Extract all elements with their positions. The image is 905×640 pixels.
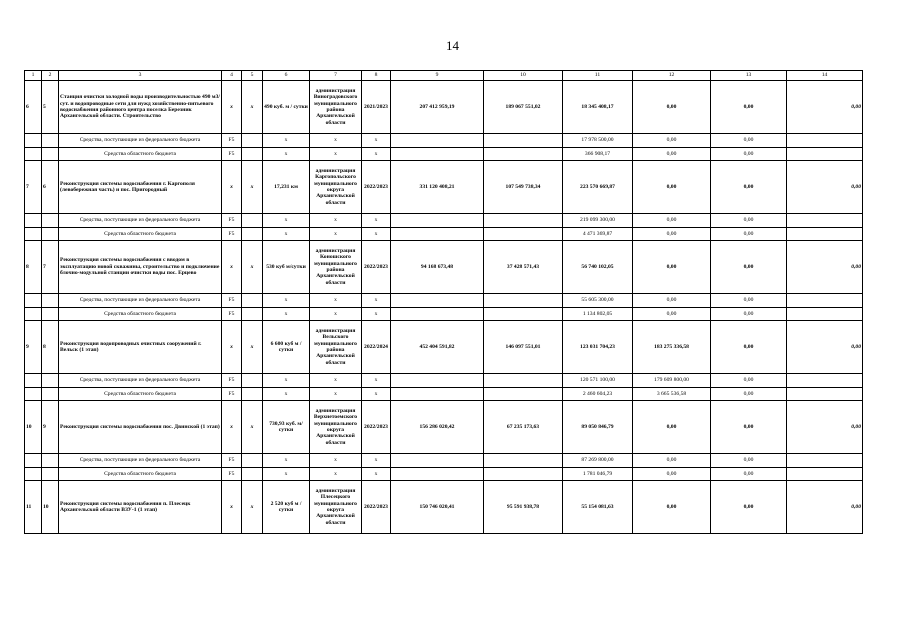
amount-cell: 0,00	[711, 321, 787, 374]
project-capacity: 730,93 куб. м/сутки	[263, 401, 310, 454]
amount-cell: 0,00	[633, 134, 711, 148]
amount-cell: 0,00	[633, 481, 711, 534]
amount-cell: 0,00	[633, 294, 711, 308]
table-cell: х	[362, 294, 391, 308]
funding-code: F5	[222, 468, 242, 481]
table-cell	[484, 388, 563, 401]
project-name: Реконструкция системы водоснабжения п. Плесецк Архангельской области ВЗУ-1 (1 этап)	[59, 481, 222, 534]
table-cell	[484, 308, 563, 321]
project-name: Станция очистки холодной воды производительностью 490 м3/сут. и водопроводные сети для нужд хозяйственно-питьевого водоснабжения районного центра поселка Березник Архангельской области. Строительство	[59, 81, 222, 134]
amount-cell: 0,00	[711, 134, 787, 148]
project-number: 9	[42, 401, 59, 454]
table-cell: х	[222, 481, 242, 534]
table-cell	[484, 148, 563, 161]
table-cell: х	[310, 454, 362, 468]
funding-source-name: Средства областного бюджета	[59, 228, 222, 241]
amount-cell: 2 460 604,23	[563, 388, 633, 401]
row-number: 9	[25, 321, 42, 374]
table-cell	[391, 308, 484, 321]
table-cell	[787, 148, 863, 161]
amount-cell: 1 134 802,05	[563, 308, 633, 321]
funding-code: F5	[222, 214, 242, 228]
amount-cell: 0,00	[787, 161, 863, 214]
table-cell: х	[362, 214, 391, 228]
col-header: 2	[42, 71, 59, 81]
table-cell: х	[263, 294, 310, 308]
amount-cell: 0,00	[711, 241, 787, 294]
table-cell	[787, 388, 863, 401]
table-cell	[787, 308, 863, 321]
table-cell: х	[263, 374, 310, 388]
table-cell	[787, 454, 863, 468]
col-header: 4	[222, 71, 242, 81]
table-cell	[42, 308, 59, 321]
column-header-row	[25, 71, 863, 81]
table-cell	[242, 294, 263, 308]
col-header: 11	[563, 71, 633, 81]
amount-cell: 0,00	[633, 228, 711, 241]
table-cell: х	[362, 228, 391, 241]
table-cell	[25, 294, 42, 308]
table-cell: х	[242, 161, 263, 214]
col-header: 12	[633, 71, 711, 81]
amount-cell: 95 591 938,78	[484, 481, 563, 534]
amount-cell: 146 097 551,01	[484, 321, 563, 374]
table-cell: х	[242, 401, 263, 454]
table-cell	[484, 294, 563, 308]
table-cell	[42, 134, 59, 148]
project-row	[25, 161, 863, 214]
amount-cell: 1 781 046,79	[563, 468, 633, 481]
funding-source-name: Средства, поступающие из федерального бюджета	[59, 134, 222, 148]
amount-cell: 120 571 100,00	[563, 374, 633, 388]
col-header: 6	[263, 71, 310, 81]
project-period: 2022/2023	[362, 161, 391, 214]
amount-cell: 0,00	[711, 468, 787, 481]
regional-funding-row	[25, 148, 863, 161]
amount-cell: 107 549 738,34	[484, 161, 563, 214]
table-cell	[787, 134, 863, 148]
table-cell: х	[310, 374, 362, 388]
table-cell: х	[310, 468, 362, 481]
funding-source-name: Средства, поступающие из федерального бюджета	[59, 214, 222, 228]
amount-cell: 179 609 800,00	[633, 374, 711, 388]
funding-code: F5	[222, 388, 242, 401]
table-cell	[484, 228, 563, 241]
table-cell	[391, 374, 484, 388]
table-cell: х	[222, 81, 242, 134]
project-period: 2022/2023	[362, 481, 391, 534]
amount-cell: 0,00	[711, 228, 787, 241]
col-header: 9	[391, 71, 484, 81]
table-cell: х	[263, 134, 310, 148]
table-cell	[242, 228, 263, 241]
amount-cell: 0,00	[711, 454, 787, 468]
col-header: 14	[787, 71, 863, 81]
table-cell	[25, 308, 42, 321]
table-cell	[787, 468, 863, 481]
amount-cell: 0,00	[633, 241, 711, 294]
amount-cell: 366 908,17	[563, 148, 633, 161]
table-cell	[25, 134, 42, 148]
col-header: 3	[59, 71, 222, 81]
amount-cell: 0,00	[633, 401, 711, 454]
amount-cell: 183 275 336,58	[633, 321, 711, 374]
funding-source-name: Средства областного бюджета	[59, 388, 222, 401]
table-cell	[42, 228, 59, 241]
table-cell	[42, 388, 59, 401]
project-number: 6	[42, 161, 59, 214]
row-number: 10	[25, 401, 42, 454]
amount-cell: 18 345 408,17	[563, 81, 633, 134]
table-cell	[484, 134, 563, 148]
federal-funding-row	[25, 294, 863, 308]
table-cell	[25, 214, 42, 228]
table-cell	[25, 374, 42, 388]
table-cell	[25, 454, 42, 468]
amount-cell: 0,00	[711, 214, 787, 228]
table-cell	[787, 294, 863, 308]
table-cell: х	[310, 308, 362, 321]
funding-source-name: Средства областного бюджета	[59, 468, 222, 481]
table-cell: х	[362, 388, 391, 401]
amount-cell: 89 050 846,79	[563, 401, 633, 454]
federal-funding-row	[25, 454, 863, 468]
federal-funding-row	[25, 134, 863, 148]
table-cell: х	[222, 161, 242, 214]
funding-source-name: Средства, поступающие из федерального бюджета	[59, 374, 222, 388]
table-cell	[25, 468, 42, 481]
project-number: 10	[42, 481, 59, 534]
project-number: 8	[42, 321, 59, 374]
amount-cell: 0,00	[787, 481, 863, 534]
table-cell: х	[242, 481, 263, 534]
row-number: 7	[25, 161, 42, 214]
table-cell	[242, 374, 263, 388]
table-cell	[42, 468, 59, 481]
table-cell	[25, 388, 42, 401]
amount-cell: 0,00	[711, 81, 787, 134]
table-cell: х	[242, 321, 263, 374]
funding-code: F5	[222, 228, 242, 241]
amount-cell: 67 235 173,63	[484, 401, 563, 454]
responsible-organization: администрация Коношского муниципального района Архангельской области	[310, 241, 362, 294]
table-cell: х	[362, 468, 391, 481]
table-cell: х	[242, 241, 263, 294]
table-cell: х	[222, 401, 242, 454]
col-header: 5	[242, 71, 263, 81]
table-cell	[787, 374, 863, 388]
table-cell	[484, 214, 563, 228]
project-period: 2021/2023	[362, 81, 391, 134]
table-cell	[242, 214, 263, 228]
total-cost: 207 412 959,19	[391, 81, 484, 134]
table-cell	[242, 148, 263, 161]
project-period: 2022/2024	[362, 321, 391, 374]
col-header: 13	[711, 71, 787, 81]
col-header: 8	[362, 71, 391, 81]
table-cell: х	[310, 294, 362, 308]
table-cell: х	[362, 134, 391, 148]
federal-funding-row	[25, 374, 863, 388]
amount-cell: 0,00	[711, 388, 787, 401]
amount-cell: 0,00	[633, 308, 711, 321]
table-cell: х	[263, 454, 310, 468]
table-cell	[25, 148, 42, 161]
table-cell	[42, 214, 59, 228]
col-header: 7	[310, 71, 362, 81]
table-cell: х	[263, 228, 310, 241]
table-cell: х	[310, 134, 362, 148]
regional-funding-row	[25, 308, 863, 321]
total-cost: 156 286 020,42	[391, 401, 484, 454]
table-cell: х	[263, 148, 310, 161]
total-cost: 452 404 591,82	[391, 321, 484, 374]
amount-cell: 0,00	[787, 241, 863, 294]
funding-code: F5	[222, 134, 242, 148]
total-cost: 150 746 020,41	[391, 481, 484, 534]
table-cell	[42, 374, 59, 388]
table-cell: х	[222, 241, 242, 294]
table-cell: х	[263, 468, 310, 481]
amount-cell: 0,00	[633, 81, 711, 134]
project-row	[25, 321, 863, 374]
table-cell: х	[222, 321, 242, 374]
table-cell	[391, 134, 484, 148]
amount-cell: 0,00	[711, 161, 787, 214]
funding-source-name: Средства областного бюджета	[59, 148, 222, 161]
table-cell	[787, 228, 863, 241]
funding-code: F5	[222, 374, 242, 388]
project-row	[25, 241, 863, 294]
funding-code: F5	[222, 294, 242, 308]
table-cell	[242, 308, 263, 321]
amount-cell: 189 067 551,02	[484, 81, 563, 134]
col-header: 10	[484, 71, 563, 81]
investment-table	[24, 70, 863, 534]
table-cell	[242, 134, 263, 148]
row-number: 11	[25, 481, 42, 534]
responsible-organization: администрация Виноградовского муниципального района Архангельской области	[310, 81, 362, 134]
table-cell	[391, 148, 484, 161]
amount-cell: 0,00	[787, 321, 863, 374]
table-cell: х	[310, 214, 362, 228]
project-name: Реконструкция системы водоснабжения с вводом в эксплуатацию новой скважины, строительство и подключение блочно-модульной станции очистки воды пос. Ерцево	[59, 241, 222, 294]
row-number: 8	[25, 241, 42, 294]
amount-cell: 0,00	[711, 308, 787, 321]
table-cell: х	[362, 308, 391, 321]
funding-code: F5	[222, 454, 242, 468]
table-cell	[42, 294, 59, 308]
amount-cell: 55 154 081,63	[563, 481, 633, 534]
amount-cell: 0,00	[633, 214, 711, 228]
responsible-organization: администрация Вельского муниципального района Архангельской области	[310, 321, 362, 374]
amount-cell: 55 605 300,00	[563, 294, 633, 308]
project-number: 7	[42, 241, 59, 294]
table-cell	[391, 454, 484, 468]
amount-cell: 37 428 571,43	[484, 241, 563, 294]
project-capacity: 17,231 км	[263, 161, 310, 214]
amount-cell: 0,00	[633, 468, 711, 481]
amount-cell: 0,00	[711, 374, 787, 388]
regional-funding-row	[25, 228, 863, 241]
funding-source-name: Средства, поступающие из федерального бюджета	[59, 294, 222, 308]
table-cell: х	[263, 388, 310, 401]
project-name: Реконструкция системы водоснабжения пос. Двинской (1 этап)	[59, 401, 222, 454]
table-cell	[391, 228, 484, 241]
project-name: Реконструкция системы водоснабжения г. Каргополя (левобережная часть) и пос. Пригородный	[59, 161, 222, 214]
table-cell: х	[263, 308, 310, 321]
amount-cell: 3 665 536,58	[633, 388, 711, 401]
project-capacity: 530 куб м/сутки	[263, 241, 310, 294]
page-number: 14	[446, 38, 459, 53]
amount-cell: 0,00	[633, 161, 711, 214]
amount-cell: 223 570 669,87	[563, 161, 633, 214]
project-period: 2022/2023	[362, 401, 391, 454]
table-cell	[42, 148, 59, 161]
federal-funding-row	[25, 214, 863, 228]
table-cell: х	[310, 388, 362, 401]
table-cell	[242, 468, 263, 481]
regional-funding-row	[25, 468, 863, 481]
project-capacity: 6 600 куб м / сутки	[263, 321, 310, 374]
row-number: 6	[25, 81, 42, 134]
project-period: 2022/2023	[362, 241, 391, 294]
amount-cell: 56 740 102,05	[563, 241, 633, 294]
amount-cell: 123 031 704,23	[563, 321, 633, 374]
total-cost: 331 120 408,21	[391, 161, 484, 214]
table-cell: х	[242, 81, 263, 134]
table-cell: х	[263, 214, 310, 228]
amount-cell: 219 099 300,00	[563, 214, 633, 228]
table-cell	[484, 374, 563, 388]
project-capacity: 490 куб. м / сутки	[263, 81, 310, 134]
table-cell: х	[362, 148, 391, 161]
responsible-organization: администрация Каргопольского муниципального округа Архангельской области	[310, 161, 362, 214]
project-row	[25, 81, 863, 134]
funding-code: F5	[222, 148, 242, 161]
project-capacity: 2 520 куб м / сутки	[263, 481, 310, 534]
amount-cell: 0,00	[633, 148, 711, 161]
amount-cell: 0,00	[711, 294, 787, 308]
amount-cell: 0,00	[633, 454, 711, 468]
amount-cell: 4 471 369,87	[563, 228, 633, 241]
amount-cell: 87 269 800,00	[563, 454, 633, 468]
table-cell	[242, 388, 263, 401]
amount-cell: 0,00	[787, 81, 863, 134]
project-number: 5	[42, 81, 59, 134]
amount-cell: 0,00	[711, 481, 787, 534]
table-cell	[484, 454, 563, 468]
table-cell	[484, 468, 563, 481]
funding-code: F5	[222, 308, 242, 321]
amount-cell: 17 978 500,00	[563, 134, 633, 148]
amount-cell: 0,00	[711, 401, 787, 454]
amount-cell: 0,00	[787, 401, 863, 454]
project-name: Реконструкция водопроводных очистных сооружений г. Вельск (1 этап)	[59, 321, 222, 374]
table-cell	[391, 214, 484, 228]
project-row	[25, 401, 863, 454]
table-cell	[391, 294, 484, 308]
total-cost: 94 168 673,48	[391, 241, 484, 294]
table-cell: х	[310, 148, 362, 161]
funding-source-name: Средства областного бюджета	[59, 308, 222, 321]
amount-cell: 0,00	[711, 148, 787, 161]
table-cell	[42, 454, 59, 468]
table-cell	[242, 454, 263, 468]
col-header: 1	[25, 71, 42, 81]
table-cell	[391, 388, 484, 401]
responsible-organization: администрация Плесецкого муниципального округа Архангельской области	[310, 481, 362, 534]
table-cell: х	[310, 228, 362, 241]
table-cell: х	[362, 374, 391, 388]
table-cell	[787, 214, 863, 228]
table-cell	[391, 468, 484, 481]
table-cell: х	[362, 454, 391, 468]
funding-source-name: Средства, поступающие из федерального бюджета	[59, 454, 222, 468]
responsible-organization: администрация Верхнетоемского муниципального округа Архангельской области	[310, 401, 362, 454]
table-cell	[25, 228, 42, 241]
regional-funding-row	[25, 388, 863, 401]
project-row	[25, 481, 863, 534]
